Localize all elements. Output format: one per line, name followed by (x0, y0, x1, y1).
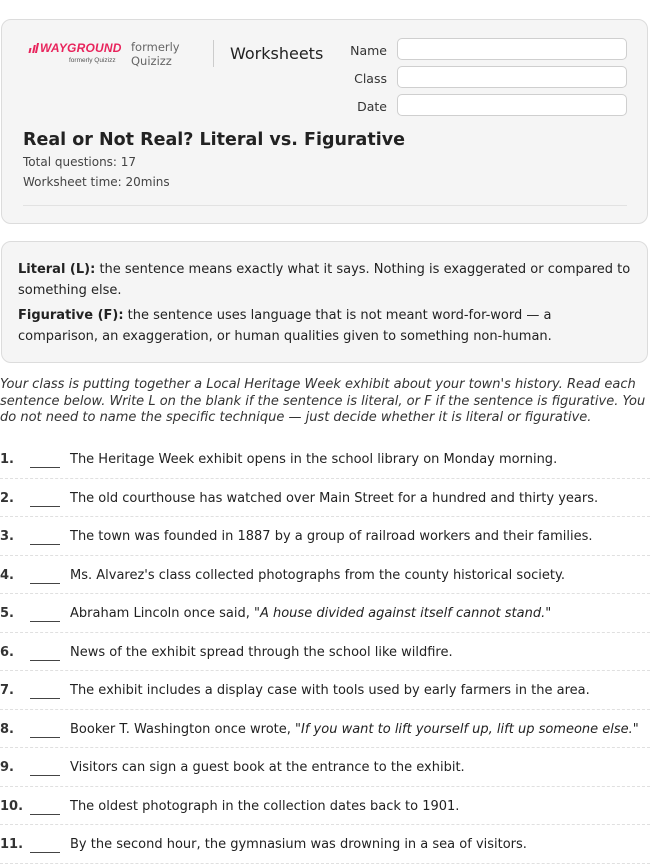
question-number: 10. (0, 798, 24, 814)
question-number: 1. (0, 452, 14, 467)
section-title: Worksheets (230, 44, 324, 63)
question-row (0, 710, 650, 749)
answer-blank[interactable] (30, 775, 60, 776)
wayground-logo (29, 41, 122, 64)
question-row (0, 671, 650, 710)
instructions: Your class is putting together a Local Heritage Week exhibit about your town's history. Read each sentence below. Write L on the blank if the sentence is literal, or F if the sentence is figurative. You do not need to name the specific technique — just decide whether it is literal or figurative. (0, 377, 646, 425)
answer-blank[interactable] (30, 814, 60, 815)
answer-blank[interactable] (30, 660, 60, 661)
question-row (0, 748, 650, 787)
question-text: By the second hour, the gymnasium was drowning in a sea of visitors. (70, 837, 527, 852)
header-rule (23, 205, 627, 206)
answer-blank[interactable] (30, 506, 60, 507)
page-title: Real or Not Real? Literal vs. Figurative (23, 130, 406, 150)
question-text: News of the exhibit spread through the school like wildfire. (70, 644, 453, 660)
question-row (0, 594, 650, 633)
figurative-definition: Figurative (F): the sentence uses language that is not meant word-for-word — a comparison, an exaggeration, or human qualities given to something non-human. (18, 308, 552, 344)
question-text: The old courthouse has watched over Main Street for a hundred and thirty years. (70, 490, 599, 506)
total-questions: Total questions: 17 (23, 155, 137, 169)
question-row (0, 825, 650, 864)
answer-blank[interactable] (30, 698, 60, 699)
question-number: 2. (0, 490, 14, 506)
class-label: Class (354, 71, 387, 86)
question-row (0, 556, 650, 595)
answer-blank[interactable] (30, 467, 60, 468)
question-text: The town was founded in 1887 by a group of railroad workers and their families. (70, 529, 593, 544)
logo-subtitle: formerly Quizizz (69, 57, 116, 64)
question-text: Ms. Alvarez's class collected photographs from the county historical society. (70, 567, 565, 583)
date-field[interactable] (397, 94, 627, 116)
logo-bars-icon (29, 43, 38, 53)
answer-blank[interactable] (30, 544, 60, 545)
question-row (0, 517, 650, 556)
answer-blank[interactable] (30, 737, 60, 738)
answer-blank[interactable] (30, 583, 60, 584)
question-text: Abraham Lincoln once said, "A house divided against itself cannot stand." (70, 606, 552, 621)
question-number: 5. (0, 606, 14, 621)
name-label: Name (350, 43, 387, 58)
question-number: 9. (0, 760, 14, 775)
question-number: 7. (0, 683, 14, 698)
question-number: 11. (0, 837, 24, 852)
formerly-quizizz: formerly Quizizz (131, 40, 180, 68)
question-number: 3. (0, 529, 14, 544)
date-label: Date (357, 99, 387, 114)
definitions-box (1, 241, 648, 363)
question-number: 4. (0, 567, 14, 583)
literal-definition: Literal (L): the sentence means exactly what it says. Nothing is exaggerated or compared to something else. (18, 262, 631, 298)
question-text: The exhibit includes a display case with tools used by early farmers in the area. (70, 683, 590, 698)
question-text: Booker T. Washington once wrote, "If you want to lift yourself up, lift up someone else." (70, 721, 639, 737)
logo-text: WAYGROUND (40, 41, 122, 55)
question-row (0, 633, 650, 672)
question-number: 8. (0, 721, 14, 737)
worksheet-time: Worksheet time: 20mins (23, 175, 170, 189)
class-field[interactable] (397, 66, 627, 88)
question-row (0, 479, 650, 518)
question-text: The oldest photograph in the collection dates back to 1901. (70, 798, 460, 814)
answer-blank[interactable] (30, 852, 60, 853)
name-field[interactable] (397, 38, 627, 60)
question-row (0, 787, 650, 826)
question-row (0, 440, 650, 479)
question-number: 6. (0, 644, 14, 660)
header-divider (213, 40, 214, 67)
answer-blank[interactable] (30, 621, 60, 622)
question-text: Visitors can sign a guest book at the entrance to the exhibit. (70, 760, 465, 775)
question-text: The Heritage Week exhibit opens in the school library on Monday morning. (70, 452, 558, 467)
